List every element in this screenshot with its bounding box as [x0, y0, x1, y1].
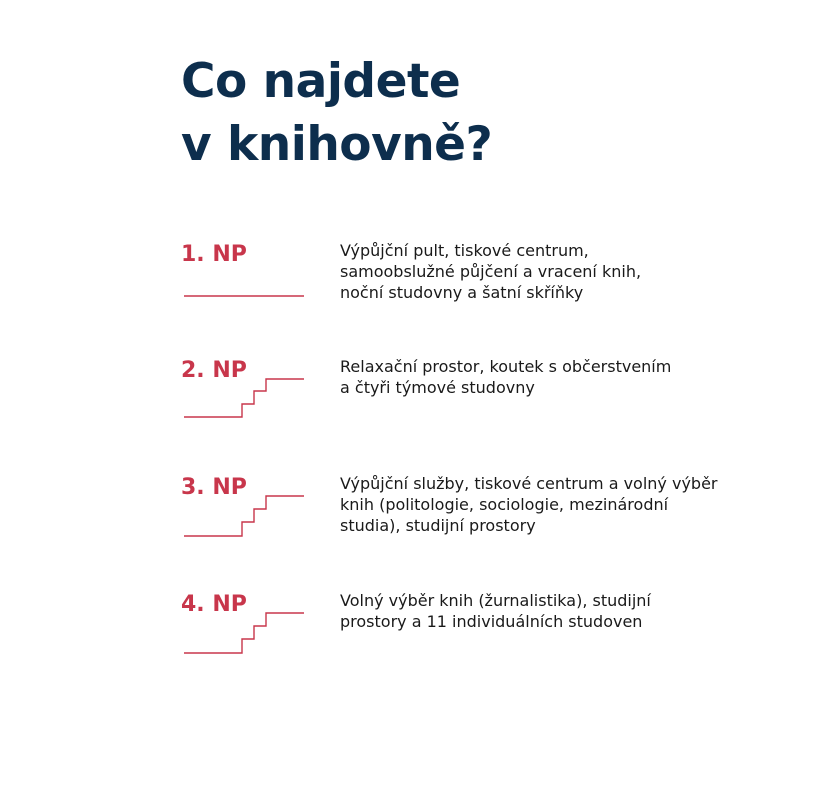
- floor-item-1: [181, 242, 761, 332]
- floor-description: Výpůjční služby, tiskové centrum a volný výběr knih (politologie, sociologie, mezinárodní studia), studijní prostory: [340, 474, 718, 535]
- stairs-icon: [181, 475, 311, 545]
- floor-description: Relaxační prostor, koutek s občerstvením a čtyři týmové studovny: [340, 357, 672, 397]
- stairs-icon: [181, 358, 311, 428]
- title-line-1: Co najdete: [181, 54, 461, 109]
- page-title: [181, 50, 492, 176]
- floor-description: Volný výběr knih (žurnalistika), studijní prostory a 11 individuálních studoven: [340, 591, 651, 631]
- floor-item-4: [181, 592, 761, 682]
- floor-item-2: [181, 358, 761, 448]
- stairs-icon: [181, 592, 311, 662]
- floor-label: 1. NP: [181, 242, 247, 267]
- floor-line-icon: [181, 242, 311, 312]
- floor-label: 4. NP: [181, 592, 247, 617]
- floor-item-3: [181, 475, 761, 565]
- title-line-2: v knihovně?: [181, 117, 493, 172]
- floor-label: 3. NP: [181, 475, 247, 500]
- floor-label: 2. NP: [181, 358, 247, 383]
- floor-description: Výpůjční pult, tiskové centrum, samoobslužné půjčení a vracení knih, noční studovny a šatní skříňky: [340, 241, 642, 302]
